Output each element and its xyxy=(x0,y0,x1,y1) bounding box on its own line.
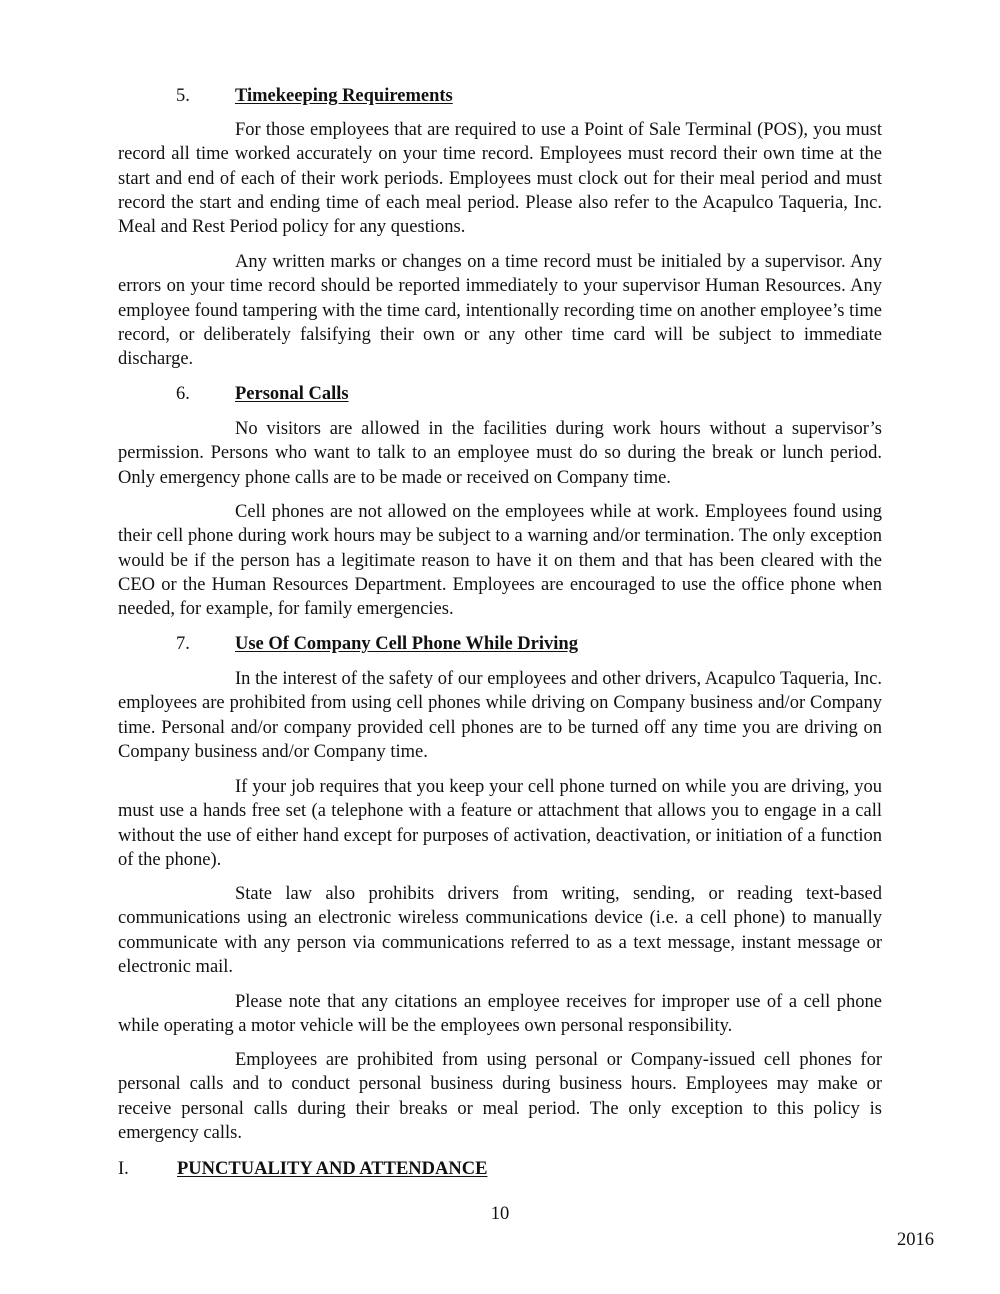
section-7-paragraph-3: State law also prohibits drivers from writing, sending, or reading text-based communications using an electronic wireless communications device (i.e. a cell phone) to manually communicate with any person via communications referred to as a text message, instant message or electronic mail. xyxy=(118,884,882,977)
section-7-paragraph-1: In the interest of the safety of our employees and other drivers, Acapulco Taqueria, Inc. employees are prohibited from using cell phones while driving on Company business and/or Company time. Personal and/or company provided cell phones are to be turned off any time you are driving on Company business and/or Company time. xyxy=(118,669,882,762)
section-i-title: PUNCTUALITY AND ATTENDANCE xyxy=(177,1159,488,1179)
section-7-number: 7. xyxy=(176,634,190,654)
section-5-number: 5. xyxy=(176,86,190,106)
section-i-number: I. xyxy=(118,1159,129,1179)
section-7-paragraph-2: If your job requires that you keep your cell phone turned on while you are driving, you must use a hands free set (a telephone with a feature or attachment that allows you to engage in a call without the use of either hand except for purposes of activation, deactivation, or initiation of a function of the phone). xyxy=(118,777,882,870)
page-number: 10 xyxy=(490,1204,510,1224)
section-7-title: Use Of Company Cell Phone While Driving xyxy=(235,634,578,654)
section-6-number: 6. xyxy=(176,384,190,404)
section-5-title: Timekeeping Requirements xyxy=(235,86,453,106)
section-6-title: Personal Calls xyxy=(235,384,349,404)
section-7-paragraph-5: Employees are prohibited from using personal or Company-issued cell phones for personal calls and to conduct personal business during business hours. Employees may make or receive personal calls during their breaks or meal period. The only exception to this policy is emergency calls. xyxy=(118,1050,882,1143)
section-5-paragraph-2: Any written marks or changes on a time record must be initialed by a supervisor. Any errors on your time record should be reported immediately to your supervisor Human Resources. Any employee found tampering with the time card, intentionally recording time on another employee’s time record, or deliberately falsifying their own or any other time card will be subject to immediate discharge. xyxy=(118,252,882,370)
section-6-paragraph-1: No visitors are allowed in the facilities during work hours without a supervisor’s permission. Persons who want to talk to an employee must do so during the break or lunch period. Only emergency phone calls are to be made or received on Company time. xyxy=(118,419,882,488)
section-6-paragraph-2: Cell phones are not allowed on the employees while at work. Employees found using their cell phone during work hours may be subject to a warning and/or termination. The only exception would be if the person has a legitimate reason to have it on them and that has been cleared with the CEO or the Human Resources Department. Employees are encouraged to use the office phone when needed, for example, for family emergencies. xyxy=(118,502,882,620)
section-7-paragraph-4: Please note that any citations an employee receives for improper use of a cell phone while operating a motor vehicle will be the employees own personal responsibility. xyxy=(118,992,882,1037)
section-5-paragraph-1: For those employees that are required to use a Point of Sale Terminal (POS), you must record all time worked accurately on your time record. Employees must record their own time at the start and end of each of their work periods. Employees must clock out for their meal period and must record the start and ending time of each meal period. Please also refer to the Acapulco Taqueria, Inc. Meal and Rest Period policy for any questions. xyxy=(118,120,882,238)
footer-year: 2016 xyxy=(897,1230,934,1250)
